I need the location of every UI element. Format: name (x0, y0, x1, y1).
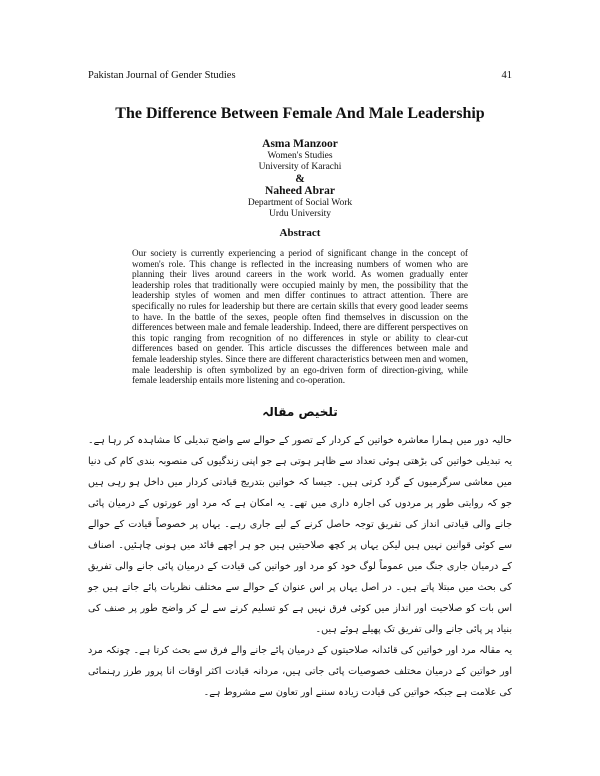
author-affiliation: University of Karachi (258, 162, 342, 172)
journal-name: Pakistan Journal of Gender Studies (88, 70, 236, 81)
running-head (88, 70, 512, 82)
urdu-paragraph: حالیہ دور میں ہمارا معاشرہ خواتین کے کردار کے تصور کے حوالے سے واضح تبدیلی کا مشاہدہ کر رہا ہے۔ یہ تبدیلی خواتین کی بڑھتی ہوئی تعداد سے ظاہر ہوتی ہے جو اپنی زندگیوں کی منصوبہ بندی کام کی دنیا میں معاشی سرگرمیوں کے گرد کرتی ہیں۔ جیسا کہ خواتین بتدریج قیادتی کردار میں داخل ہو رہی ہیں جو کہ روایتی طور پر مردوں کی اجارہ داری میں تھے۔ یہ امکان ہے کہ مرد اور عورتوں کے درمیان پائی جانے والی قیادتی انداز کی تفریق توجہ حاصل کرنے کے لیے جاری رہے۔ یہاں پر خصوصاً قیادت کے حوالے سے کوئی قوانین نہیں ہیں لیکن یہاں پر کچھ صلاحیتیں ہیں جو ہر اچھے قائد میں ہونی چاہئیں۔ اصناف کے درمیان جاری جنگ میں عموماً لوگ خود کو مرد اور خواتین کی قیادت کے درمیان پائی جانے والی تفریق کی بحث میں مبتلا پاتے ہیں۔ در اصل یہاں پر اس عنوان کے حوالے سے مختلف نظریات پائے جاتے ہیں جو اس بات کو صلاحیت اور انداز میں کوئی فرق نہیں ہے کو تسلیم کرنے سے لے کر واضح طور پر صنف کی بنیاد پر پائی جانے والی تفریق تک پھیلے ہوئے ہیں۔ (88, 435, 512, 635)
article-title: The Difference Between Female And Male Leadership (115, 105, 485, 122)
urdu-summary-heading: تلخیص مقالہ (262, 405, 338, 419)
abstract-text: Our society is currently experiencing a period of significant change in the concept of women's role. This change is reflected in the increasing numbers of women who are planning their lives around careers in the work world. As women gradually enter leadership roles that traditionally were occupied mainly by men, the possibility that the leadership styles of women and men differ continues to attract attention. There are specifically no rules for leadership but there are certain skills that every good leader seems to have. In the battle of the sexes, people often find themselves in discussion on the differences between male and female leadership. Indeed, there are different perspectives on this topic ranging from recognition of no differences in style or ability to clear-cut differences based on gender. This article discusses the differences between male and female leadership styles. Since there are different characteristics between men and women, male leadership is often symbolized by an ego-driven form of direction-giving, while female leadership entails more listening and co-operation. (132, 248, 468, 386)
author-name: Asma Manzoor (262, 138, 338, 150)
urdu-summary (88, 430, 512, 703)
author-block (100, 138, 500, 220)
author-separator: & (295, 173, 305, 185)
author-affiliation: Women's Studies (267, 151, 333, 161)
abstract-heading: Abstract (279, 227, 321, 239)
urdu-paragraph: یہ مقالہ مرد اور خواتین کی قائدانہ صلاحیتوں کے درمیان پائے جانے والے فرق سے بحث کرتا ہے۔ چونکہ مرد اور خواتین کے درمیان مختلف خصوصیات پائی جاتی ہیں، مردانہ قیادت اکثر اوقات انا پرور طرز رہنمائی کی علامت ہے جبکہ خواتین کی قیادت زیادہ سننے اور تعاون سے مشروط ہے۔ (88, 645, 512, 698)
author-affiliation: Department of Social Work (247, 198, 353, 208)
author-name: Naheed Abrar (265, 185, 335, 197)
page-number: 41 (501, 70, 512, 81)
author-affiliation: Urdu University (268, 209, 331, 219)
